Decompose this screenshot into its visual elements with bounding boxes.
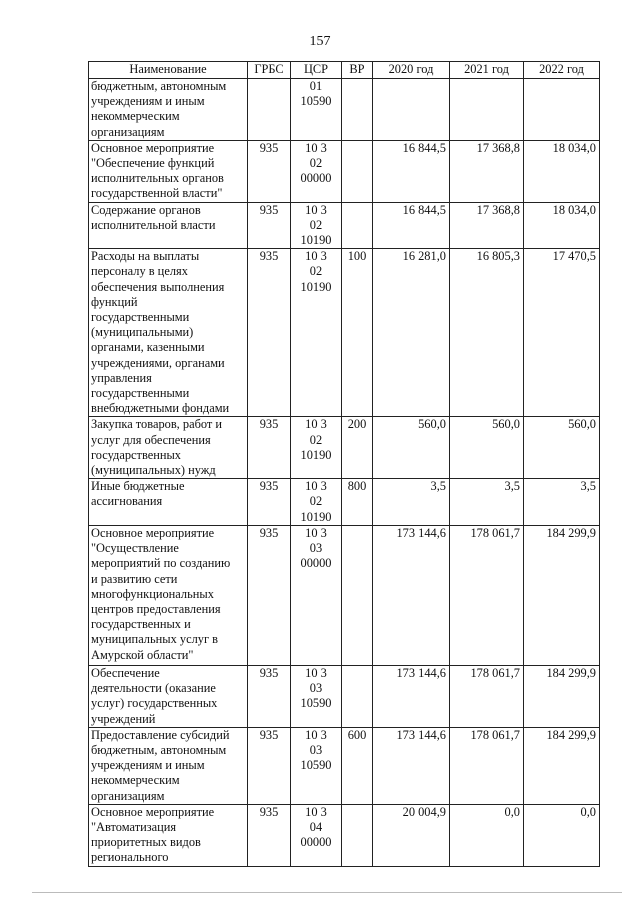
row-csr-cell — [291, 417, 342, 479]
cell-text: 100 — [347, 249, 367, 264]
row-csr-cell — [291, 525, 342, 665]
row-2020-cell — [373, 479, 450, 526]
row-name-cell — [89, 804, 248, 866]
cell-text: 0,0 — [580, 804, 596, 819]
cell-text: Основное мероприятие "Осуществление мероприятий по созданию и развитию сети многофункциональных центров предоставления государственных и муниципальных услуг в Амурской области" — [91, 525, 231, 662]
row-grbs-cell — [248, 140, 291, 202]
budget-table — [88, 61, 600, 867]
cell-text: 10 3 03 10590 — [300, 665, 332, 711]
cell-text: 184 299,9 — [546, 665, 596, 680]
row-name-cell — [89, 525, 248, 665]
cell-text: 10 3 02 10190 — [300, 479, 332, 524]
page-number: 157 — [309, 34, 331, 49]
row-2022-cell — [524, 140, 600, 202]
scan-edge-line — [32, 892, 622, 893]
row-name-cell — [89, 665, 248, 727]
table-row — [89, 79, 600, 141]
cell-text: 800 — [347, 479, 367, 494]
cell-text: 184 299,9 — [546, 727, 596, 742]
cell-text: Обеспечение деятельности (оказание услуг) государственных учреждений — [91, 665, 218, 726]
cell-text: 935 — [259, 665, 279, 680]
cell-text: 16 844,5 — [402, 140, 446, 155]
table-row — [89, 525, 600, 665]
cell-text: Расходы на выплаты персоналу в целях обеспечения выполнения функций государственными (муниципальными) органами, казенными учреждениями, органами управления государственными внебюджетными фондами — [91, 249, 230, 416]
cell-text: 560,0 — [568, 417, 596, 432]
cell-text: 3,5 — [504, 479, 520, 494]
row-2022-cell — [524, 479, 600, 526]
row-2020-cell — [373, 249, 450, 417]
row-2021-cell — [450, 417, 524, 479]
table-row — [89, 479, 600, 526]
cell-text: 935 — [259, 202, 279, 217]
header-vr: ВР — [342, 62, 373, 79]
cell-text: 16 281,0 — [402, 249, 446, 264]
cell-text: 178 061,7 — [470, 727, 520, 742]
row-2020-cell — [373, 417, 450, 479]
row-2022-cell — [524, 249, 600, 417]
cell-text: Иные бюджетные ассигнования — [91, 479, 185, 509]
row-2022-cell — [524, 727, 600, 804]
table-row — [89, 804, 600, 866]
cell-text: 17 368,8 — [476, 140, 520, 155]
cell-text: 0,0 — [504, 804, 520, 819]
row-name-cell — [89, 727, 248, 804]
row-grbs-cell — [248, 479, 291, 526]
table-header-row — [89, 62, 600, 79]
row-csr-cell — [291, 202, 342, 249]
row-2021-cell — [450, 140, 524, 202]
cell-text: 20 004,9 — [402, 804, 446, 819]
row-csr-cell — [291, 79, 342, 141]
row-name-cell — [89, 202, 248, 249]
header-grbs: ГРБС — [248, 62, 291, 79]
row-vr-cell — [342, 525, 373, 665]
row-vr-cell — [342, 140, 373, 202]
header-2021: 2021 год — [450, 62, 524, 79]
row-2020-cell — [373, 202, 450, 249]
row-vr-cell — [342, 727, 373, 804]
cell-text: 18 034,0 — [552, 202, 596, 217]
cell-text: 01 10590 — [300, 79, 332, 109]
cell-text: Основное мероприятие "Обеспечение функций исполнительных органов государственной власти" — [91, 140, 224, 201]
row-grbs-cell — [248, 249, 291, 417]
table-row — [89, 727, 600, 804]
cell-text: 178 061,7 — [470, 525, 520, 540]
cell-text: 935 — [259, 249, 279, 264]
cell-text: 173 144,6 — [396, 727, 446, 742]
row-grbs-cell — [248, 202, 291, 249]
cell-text: 184 299,9 — [546, 525, 596, 540]
header-2022: 2022 год — [524, 62, 600, 79]
cell-text: 17 470,5 — [552, 249, 596, 264]
cell-text: Основное мероприятие "Автоматизация приоритетных видов регионального — [91, 804, 215, 865]
cell-text: 560,0 — [492, 417, 520, 432]
row-2020-cell — [373, 525, 450, 665]
header-name: Наименование — [89, 62, 248, 79]
cell-text: 173 144,6 — [396, 665, 446, 680]
row-2020-cell — [373, 727, 450, 804]
row-2020-cell — [373, 79, 450, 141]
row-2021-cell — [450, 665, 524, 727]
cell-text: 935 — [259, 525, 279, 540]
table-row — [89, 249, 600, 417]
cell-text: бюджетным, автономным учреждениям и иным некоммерческим организациям — [91, 79, 227, 139]
row-2020-cell — [373, 665, 450, 727]
cell-text: 173 144,6 — [396, 525, 446, 540]
row-2021-cell — [450, 525, 524, 665]
row-2020-cell — [373, 804, 450, 866]
row-2020-cell — [373, 140, 450, 202]
row-vr-cell — [342, 417, 373, 479]
header-csr: ЦСР — [291, 62, 342, 79]
row-2021-cell — [450, 479, 524, 526]
row-2021-cell — [450, 79, 524, 141]
row-vr-cell — [342, 479, 373, 526]
row-csr-cell — [291, 665, 342, 727]
cell-text: 935 — [259, 140, 279, 155]
row-2021-cell — [450, 727, 524, 804]
row-grbs-cell — [248, 525, 291, 665]
row-2022-cell — [524, 202, 600, 249]
row-2022-cell — [524, 417, 600, 479]
row-grbs-cell — [248, 727, 291, 804]
row-grbs-cell — [248, 665, 291, 727]
cell-text: 10 3 02 10190 — [300, 202, 332, 248]
table-row — [89, 140, 600, 202]
row-vr-cell — [342, 665, 373, 727]
cell-text: 16 805,3 — [476, 249, 520, 264]
cell-text: 10 3 02 10190 — [300, 249, 332, 294]
cell-text: 935 — [259, 804, 279, 819]
row-2021-cell — [450, 249, 524, 417]
row-csr-cell — [291, 727, 342, 804]
table-row — [89, 202, 600, 249]
row-2022-cell — [524, 804, 600, 866]
table-body — [89, 79, 600, 867]
cell-text: 560,0 — [418, 417, 446, 432]
cell-text: 17 368,8 — [476, 202, 520, 217]
row-2021-cell — [450, 202, 524, 249]
cell-text: 10 3 03 00000 — [300, 525, 332, 571]
cell-text: 16 844,5 — [402, 202, 446, 217]
row-vr-cell — [342, 79, 373, 141]
row-2022-cell — [524, 665, 600, 727]
row-2022-cell — [524, 525, 600, 665]
row-csr-cell — [291, 804, 342, 866]
row-name-cell — [89, 79, 248, 141]
row-vr-cell — [342, 202, 373, 249]
header-2020: 2020 год — [373, 62, 450, 79]
cell-text: 10 3 02 00000 — [300, 140, 332, 186]
cell-text: 200 — [347, 417, 367, 432]
row-name-cell — [89, 140, 248, 202]
row-csr-cell — [291, 249, 342, 417]
cell-text: 935 — [259, 727, 279, 742]
row-vr-cell — [342, 249, 373, 417]
row-2021-cell — [450, 804, 524, 866]
row-name-cell — [89, 479, 248, 526]
cell-text: 3,5 — [430, 479, 446, 494]
cell-text: 10 3 02 10190 — [300, 417, 332, 462]
row-grbs-cell — [248, 804, 291, 866]
table-row — [89, 417, 600, 479]
cell-text: 935 — [259, 479, 279, 494]
row-csr-cell — [291, 479, 342, 526]
row-name-cell — [89, 249, 248, 417]
row-csr-cell — [291, 140, 342, 202]
table-row — [89, 665, 600, 727]
cell-text: 178 061,7 — [470, 665, 520, 680]
cell-text: 10 3 04 00000 — [300, 804, 332, 850]
row-2022-cell — [524, 79, 600, 141]
row-grbs-cell — [248, 79, 291, 141]
cell-text: Закупка товаров, работ и услуг для обеспечения государственных (муниципальных) нужд — [91, 417, 223, 478]
cell-text: Предоставление субсидий бюджетным, автономным учреждениям и иным некоммерческим организациям — [91, 727, 230, 803]
cell-text: 3,5 — [580, 479, 596, 494]
row-vr-cell — [342, 804, 373, 866]
row-name-cell — [89, 417, 248, 479]
cell-text: 18 034,0 — [552, 140, 596, 155]
cell-text: 935 — [259, 417, 279, 432]
cell-text: 10 3 03 10590 — [300, 727, 332, 773]
cell-text: Содержание органов исполнительной власти — [91, 202, 216, 232]
cell-text: 600 — [347, 727, 367, 742]
row-grbs-cell — [248, 417, 291, 479]
